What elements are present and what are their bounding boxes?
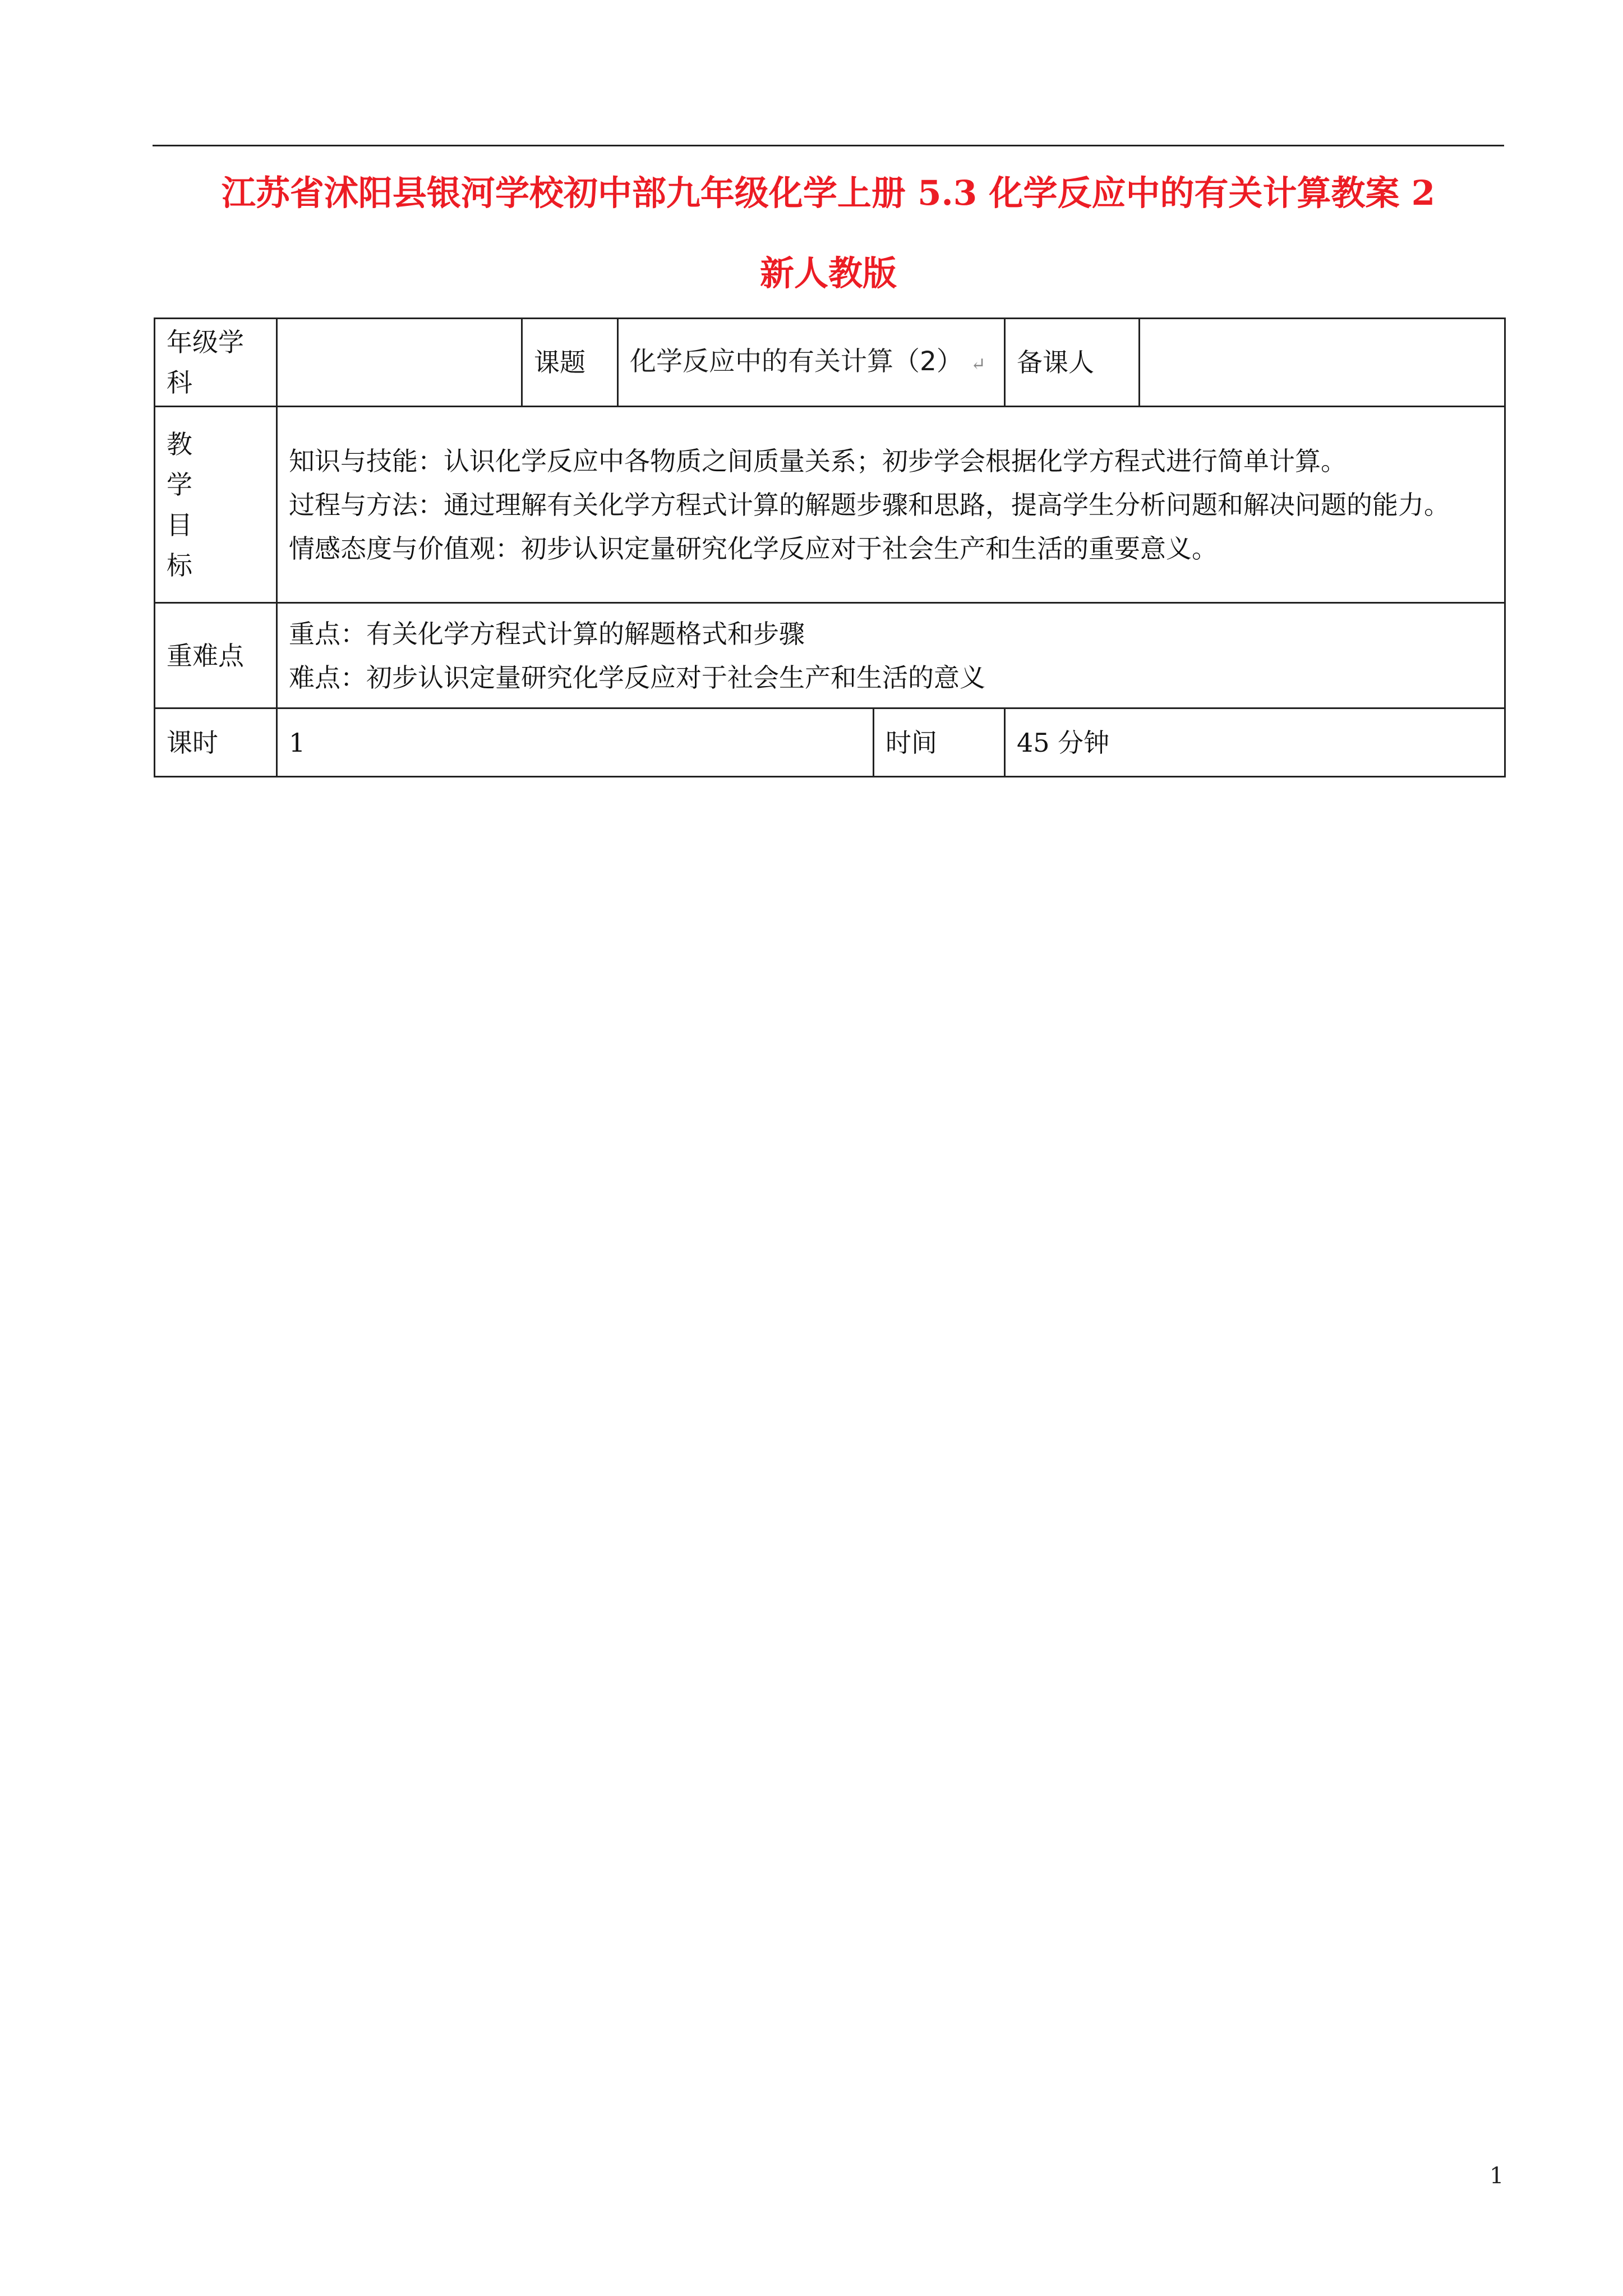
objective-attitude: 情感态度与价值观：初步认识定量研究化学反应对于社会生产和生活的重要意义。	[289, 533, 1218, 564]
time-value: 45 分钟	[1005, 708, 1505, 777]
preparer-value	[1140, 319, 1505, 407]
topic-label: 课题	[522, 319, 618, 407]
objectives-content	[277, 407, 1505, 603]
objective-knowledge: 知识与技能：认识化学反应中各物质之间质量关系；初步学会根据化学方程式进行简单计算。	[289, 445, 1347, 476]
topic-value: 化学反应中的有关计算（2）	[630, 346, 963, 377]
document-title-line-2: 新人教版	[759, 254, 897, 293]
key-point-difficulty: 难点：初步认识定量研究化学反应对于社会生产和生活的意义	[289, 662, 985, 693]
time-label: 时间	[874, 708, 1005, 777]
key-points-label: 重难点	[155, 603, 277, 708]
row-schedule	[155, 708, 1505, 777]
grade-subject-value	[277, 319, 522, 407]
page-number: 1	[1490, 2163, 1504, 2189]
return-mark-icon: ↵	[970, 353, 986, 375]
key-points-content	[277, 603, 1505, 708]
key-point-focus: 重点：有关化学方程式计算的解题格式和步骤	[289, 618, 805, 649]
document-title-line-1: 江苏省沭阳县银河学校初中部九年级化学上册 5.3 化学反应中的有关计算教案 2	[221, 173, 1436, 213]
row-objectives	[155, 407, 1505, 603]
objective-process: 过程与方法：通过理解有关化学方程式计算的解题步骤和思路，提高学生分析问题和解决问题的能力。	[289, 489, 1450, 520]
preparer-label: 备课人	[1005, 319, 1140, 407]
periods-value: 1	[277, 708, 874, 777]
lesson-plan-table	[154, 318, 1506, 777]
row-header-info	[155, 319, 1505, 407]
grade-subject-label: 年级学科	[155, 319, 277, 407]
row-key-points	[155, 603, 1505, 708]
objectives-label: 教 学 目 标	[155, 407, 277, 603]
topic-value-cell	[618, 319, 1005, 407]
periods-label: 课时	[155, 708, 277, 777]
header-rule	[153, 145, 1504, 146]
